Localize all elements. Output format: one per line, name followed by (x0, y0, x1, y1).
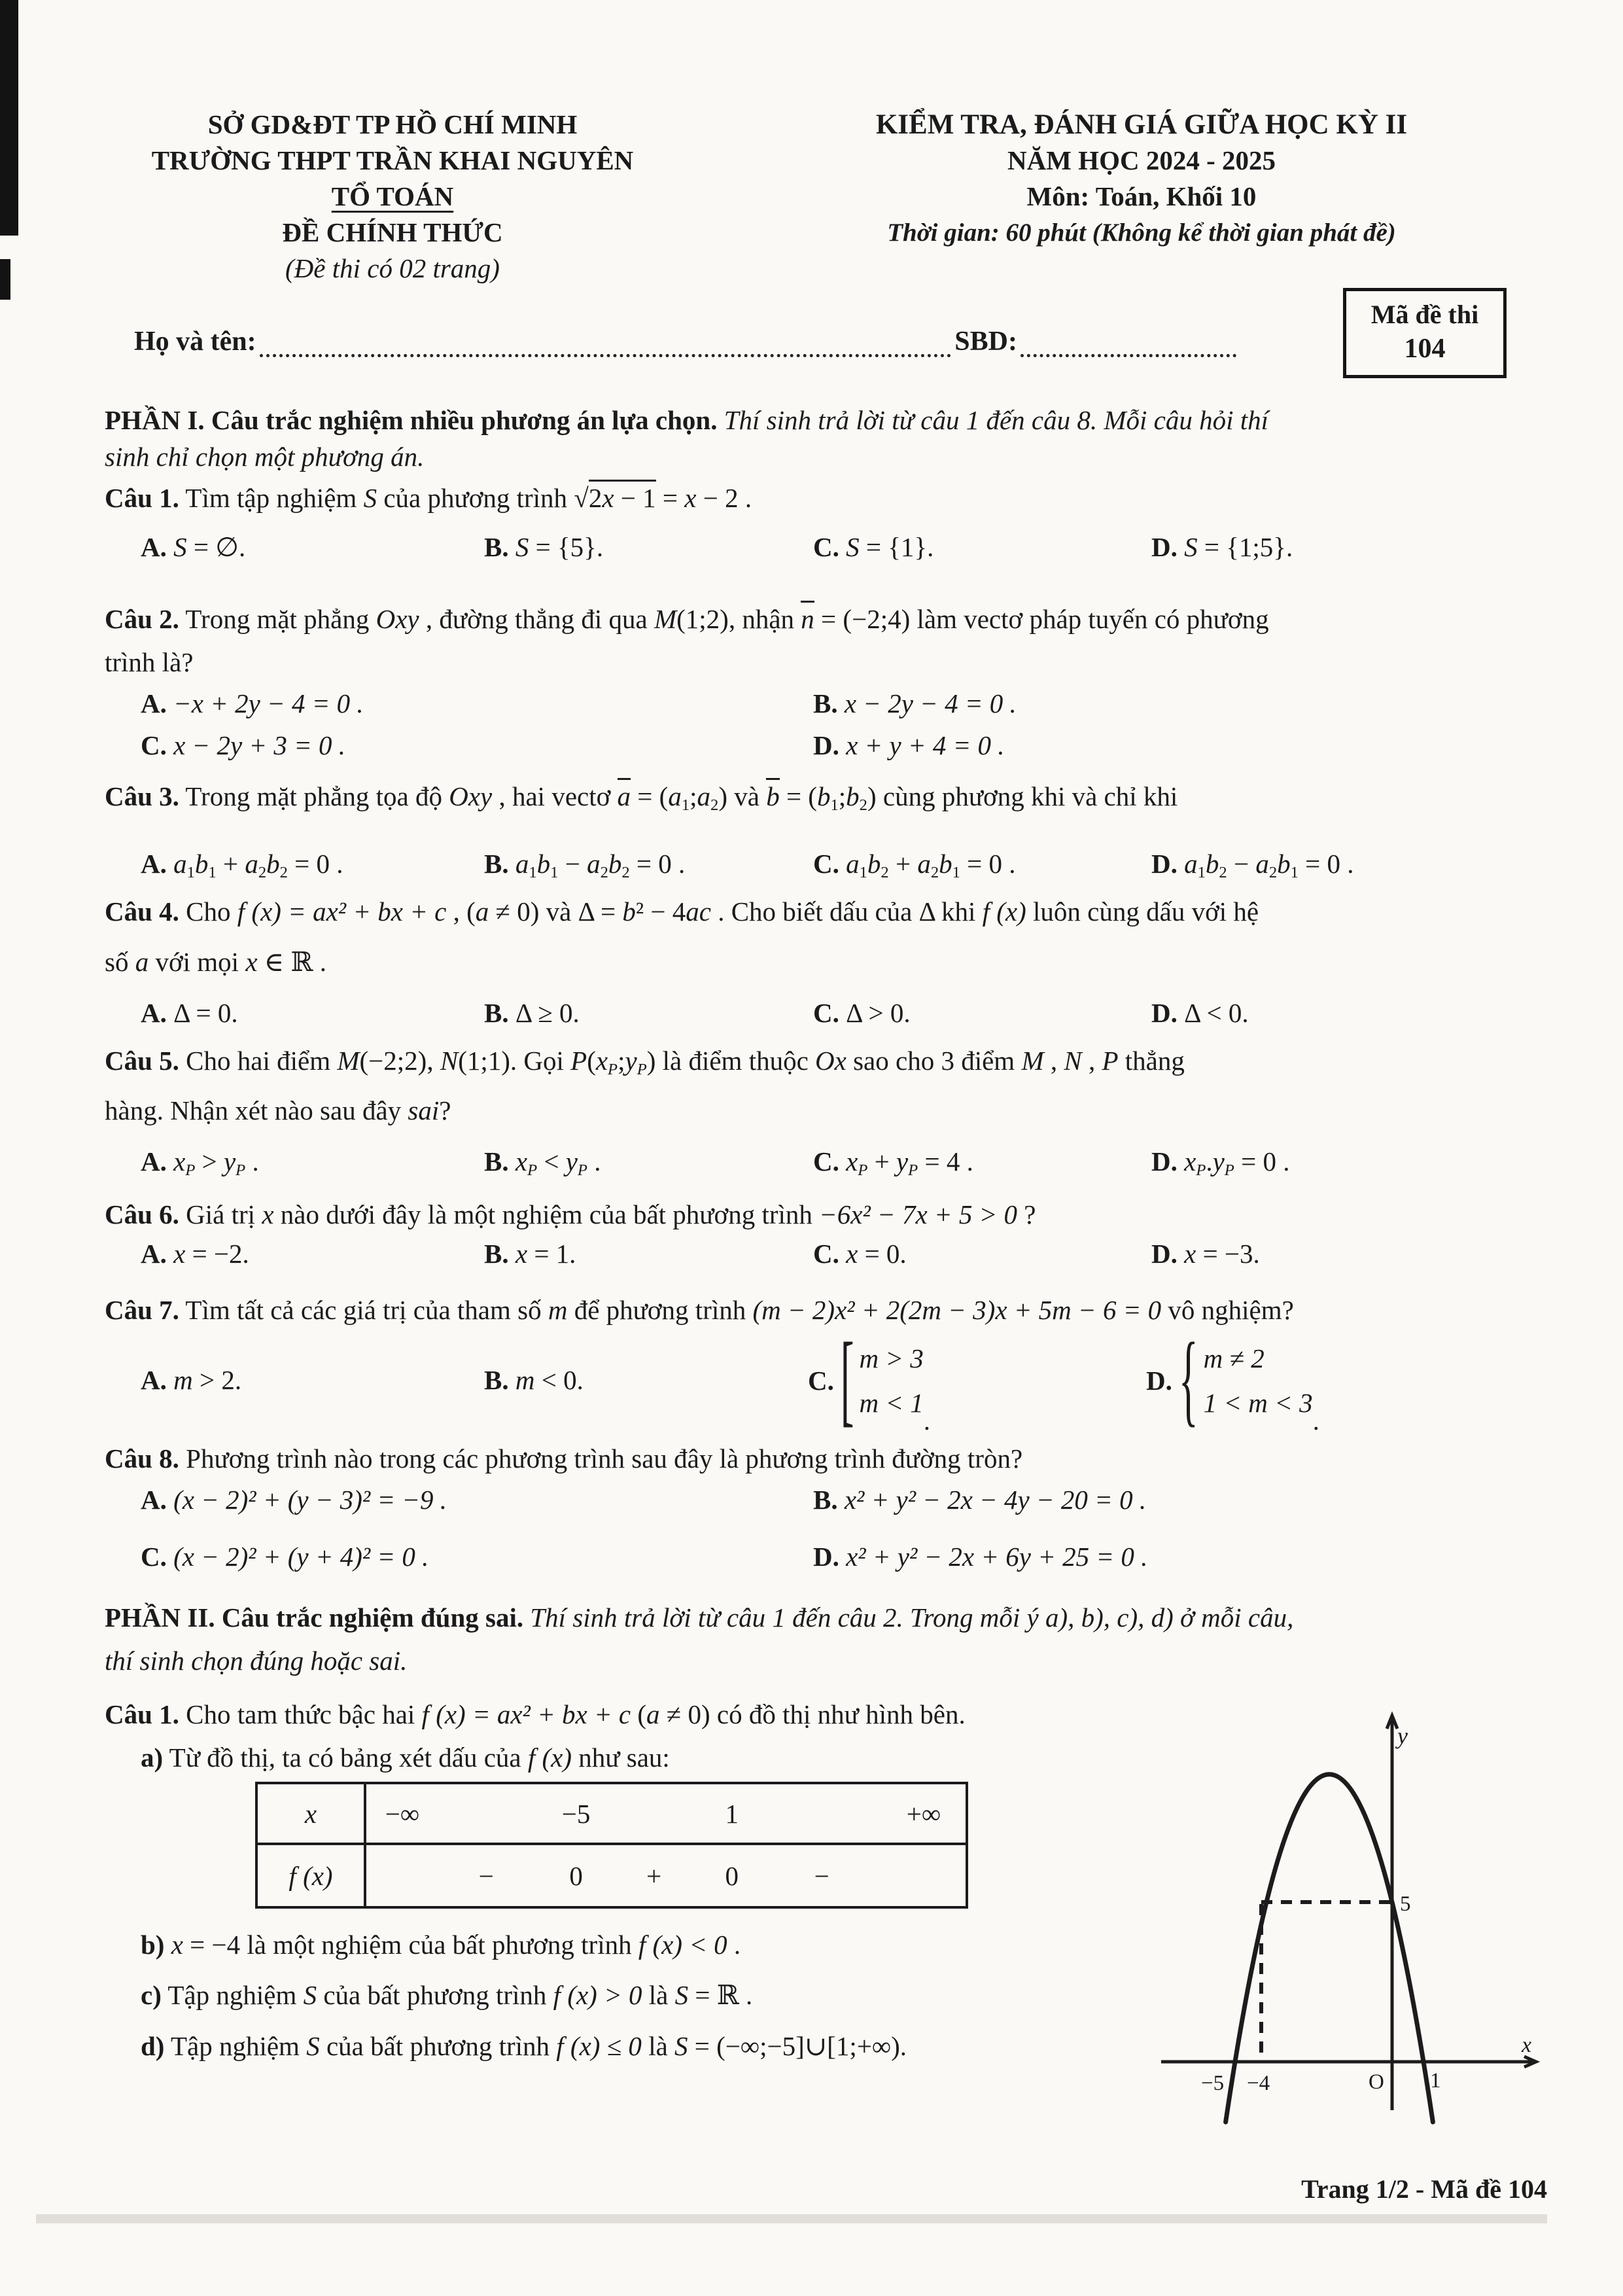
q3-option-b: B. a1b1 − a2b2 = 0 . (484, 849, 686, 881)
q4-option-a: A. Δ = 0. (141, 998, 238, 1028)
q1-option-b: B. S = {5}. (484, 532, 604, 562)
q2-option-b: B. x − 2y − 4 = 0 . (813, 688, 1017, 718)
name-dotted-line (260, 334, 952, 357)
part2-title-line2: thí sinh chọn đúng hoặc sai. (105, 1646, 408, 1676)
q7-option-c-label: C. (808, 1366, 834, 1396)
q6-option-b: B. x = 1. (484, 1239, 576, 1269)
root-right-label: 1 (1430, 2069, 1441, 2093)
question-6: Câu 6. Giá trị x nào dưới đây là một nghiệm của bất phương trình −6x² − 7x + 5 > 0 ? (105, 1199, 1036, 1229)
q3-option-a: A. a1b1 + a2b2 = 0 . (141, 849, 343, 881)
question-5-line1: Câu 5. Cho hai điểm M(−2;2), N(1;1). Gọi P(xP;yP) là điểm thuộc Ox sao cho 3 điểm M , N , P thẳng (105, 1046, 1185, 1078)
y-intercept-label: 5 (1400, 1892, 1411, 1916)
q6-option-c: C. x = 0. (813, 1239, 907, 1269)
x-value: −∞ (385, 1798, 420, 1829)
part2-question-1: Câu 1. Cho tam thức bậc hai f (x) = ax² + bx + c (a ≠ 0) có đồ thị như hình bên. (105, 1699, 966, 1729)
q7-option-b: B. m < 0. (484, 1365, 584, 1395)
x-value: 1 (725, 1798, 739, 1829)
origin-label: O (1369, 2070, 1384, 2094)
student-name-line (134, 326, 1240, 357)
q7-d-period: . (1312, 1405, 1319, 1436)
square-bracket: [ (840, 1323, 854, 1437)
sign-table-x-row (366, 1784, 966, 1845)
q7-option-d-label: D. (1146, 1366, 1172, 1396)
q6-option-d: D. x = −3. (1151, 1239, 1260, 1269)
part1-title-line2: sinh chỉ chọn một phương án. (105, 442, 425, 472)
math-group: TỔ TOÁN (331, 181, 454, 211)
q7-option-a: A. m > 2. (141, 1365, 242, 1395)
scan-artifact-top-left (0, 0, 18, 236)
question-4-line2: số a với mọi x ∈ ℝ . (105, 947, 326, 977)
question-4-line1: Câu 4. Cho f (x) = ax² + bx + c , (a ≠ 0) và Δ = b² − 4ac . Cho biết dấu của Δ khi f (x) luôn cùng dấu với hệ (105, 896, 1259, 927)
fx-sign: − (814, 1860, 829, 1891)
q1-option-d: D. S = {1;5}. (1151, 532, 1293, 562)
scan-artifact-bottom-band (36, 2214, 1547, 2223)
q4-option-d: D. Δ < 0. (1151, 998, 1249, 1028)
exam-title: KIỂM TRA, ĐÁNH GIÁ GIỮA HỌC KỲ II (875, 109, 1408, 140)
q7-option-c (808, 1325, 930, 1436)
q7-d-line2: 1 < m < 3 (1203, 1388, 1313, 1418)
exam-code-label: Mã đề thi (1370, 300, 1479, 329)
parabola-graph (1151, 1688, 1557, 2140)
exam-code-box (1343, 288, 1507, 378)
q5-option-c: C. xP + yP = 4 . (813, 1146, 973, 1179)
page-footer: Trang 1/2 - Mã đề 104 (1301, 2174, 1547, 2204)
q1-option-c: C. S = {1}. (813, 532, 934, 562)
q2-option-d: D. x + y + 4 = 0 . (813, 730, 1005, 760)
q8-option-c: C. (x − 2)² + (y + 4)² = 0 . (141, 1542, 429, 1572)
fx-sign: − (478, 1860, 494, 1891)
fx-sign: + (646, 1860, 662, 1891)
sign-table-x-header: x (258, 1784, 366, 1845)
q8-option-b: B. x² + y² − 2x − 4y − 20 = 0 . (813, 1485, 1147, 1515)
sign-table-fx-row (366, 1845, 966, 1906)
q4-option-b: B. Δ ≥ 0. (484, 998, 580, 1028)
q5-option-b: B. xP < yP . (484, 1146, 601, 1179)
part2-title-line1: PHẦN II. Câu trắc nghiệm đúng sai. Thí sinh trả lời từ câu 1 đến câu 2. Trong mỗi ý a), b), c), d) ở mỗi câu, (105, 1602, 1294, 1633)
q2-option-c: C. x − 2y + 3 = 0 . (141, 730, 346, 760)
subject-grade: Môn: Toán, Khối 10 (1026, 181, 1257, 211)
fx-sign: 0 (725, 1860, 739, 1891)
q2-option-a: A. −x + 2y − 4 = 0 . (141, 688, 364, 718)
name-label: Họ và tên: (134, 327, 256, 357)
school-header (98, 107, 687, 287)
question-7: Câu 7. Tìm tất cả các giá trị của tham số m để phương trình (m − 2)x² + 2(2m − 3)x + 5m − 6 = 0 vô nghiệm? (105, 1295, 1294, 1325)
q8-option-a: A. (x − 2)² + (y − 3)² = −9 . (141, 1485, 447, 1515)
dash-x-label: −4 (1247, 2072, 1270, 2095)
x-axis-label: x (1522, 2033, 1532, 2057)
department-name: SỞ GD&ĐT TP HỒ CHÍ MINH (207, 109, 578, 139)
duration-note: Thời gian: 60 phút (Không kể thời gian phát đề) (887, 219, 1396, 247)
x-value: −5 (561, 1798, 591, 1829)
q7-d-line1: m ≠ 2 (1203, 1343, 1265, 1373)
question-2-line2: trình là? (105, 647, 194, 677)
q7-c-line1: m > 3 (859, 1343, 924, 1373)
parabola-curve (1226, 1775, 1433, 2122)
part2-q1-item-a: a) Từ đồ thị, ta có bảng xét dấu của f (x) như sau: (141, 1742, 670, 1773)
sign-table-fx-header: f (x) (258, 1845, 366, 1906)
sbd-dotted-line (1021, 334, 1236, 357)
sign-table (255, 1782, 968, 1909)
q3-option-c: C. a1b2 + a2b1 = 0 . (813, 849, 1016, 881)
page-count-note: (Đề thi có 02 trang) (285, 253, 500, 283)
school-name: TRƯỜNG THPT TRẦN KHAI NGUYÊN (151, 145, 634, 175)
question-1: Câu 1. Tìm tập nghiệm S của phương trình √2x − 1 = x − 2 . (105, 482, 752, 514)
q6-option-a: A. x = −2. (141, 1239, 249, 1269)
part1-title-line1: PHẦN I. Câu trắc nghiệm nhiều phương án lựa chọn. Thí sinh trả lời từ câu 1 đến câu 8. Mỗi câu hỏi thí (105, 405, 1269, 435)
q5-option-d: D. xP.yP = 0 . (1151, 1146, 1290, 1179)
scan-artifact-left-small (0, 259, 10, 300)
part2-q1-item-c: c) Tập nghiệm S của bất phương trình f (x) > 0 là S = ℝ . (141, 1980, 753, 2010)
y-axis-label: y (1397, 1723, 1408, 1749)
root-left-label: −5 (1201, 2072, 1225, 2095)
part2-q1-item-b: b) x = −4 là một nghiệm của bất phương trình f (x) < 0 . (141, 1930, 741, 1960)
exam-header (733, 107, 1550, 251)
q1-option-a: A. S = ∅. (141, 532, 246, 562)
question-5-line2: hàng. Nhận xét nào sau đây sai? (105, 1095, 451, 1125)
q8-option-d: D. x² + y² − 2x + 6y + 25 = 0 . (813, 1542, 1148, 1572)
sbd-label: SBD: (954, 327, 1017, 357)
q7-c-line2: m < 1 (859, 1388, 924, 1418)
curly-brace: { (1178, 1323, 1198, 1437)
question-8: Câu 8. Phương trình nào trong các phương trình sau đây là phương trình đường tròn? (105, 1443, 1023, 1474)
q4-option-c: C. Δ > 0. (813, 998, 911, 1028)
school-year: NĂM HỌC 2024 - 2025 (1007, 145, 1276, 175)
question-2-line1: Câu 2. Trong mặt phẳng Oxy , đường thẳng đi qua M(1;2), nhận n = (−2;4) làm vectơ pháp tuyến có phương (105, 603, 1269, 635)
q5-option-a: A. xP > yP . (141, 1146, 259, 1179)
q7-option-d (1146, 1325, 1319, 1436)
official-exam-label: ĐỀ CHÍNH THỨC (282, 217, 503, 247)
part2-q1-item-d: d) Tập nghiệm S của bất phương trình f (x) ≤ 0 là S = (−∞;−5]∪[1;+∞). (141, 2031, 907, 2061)
exam-code-value: 104 (1404, 334, 1446, 364)
x-value: +∞ (906, 1798, 941, 1829)
question-3: Câu 3. Trong mặt phẳng tọa độ Oxy , hai vectơ a = (a1;a2) và b = (b1;b2) cùng phương khi và chỉ khi (105, 781, 1178, 812)
fx-sign: 0 (569, 1860, 583, 1891)
q3-option-d: D. a1b2 − a2b1 = 0 . (1151, 849, 1354, 881)
q7-c-period: . (923, 1405, 931, 1436)
